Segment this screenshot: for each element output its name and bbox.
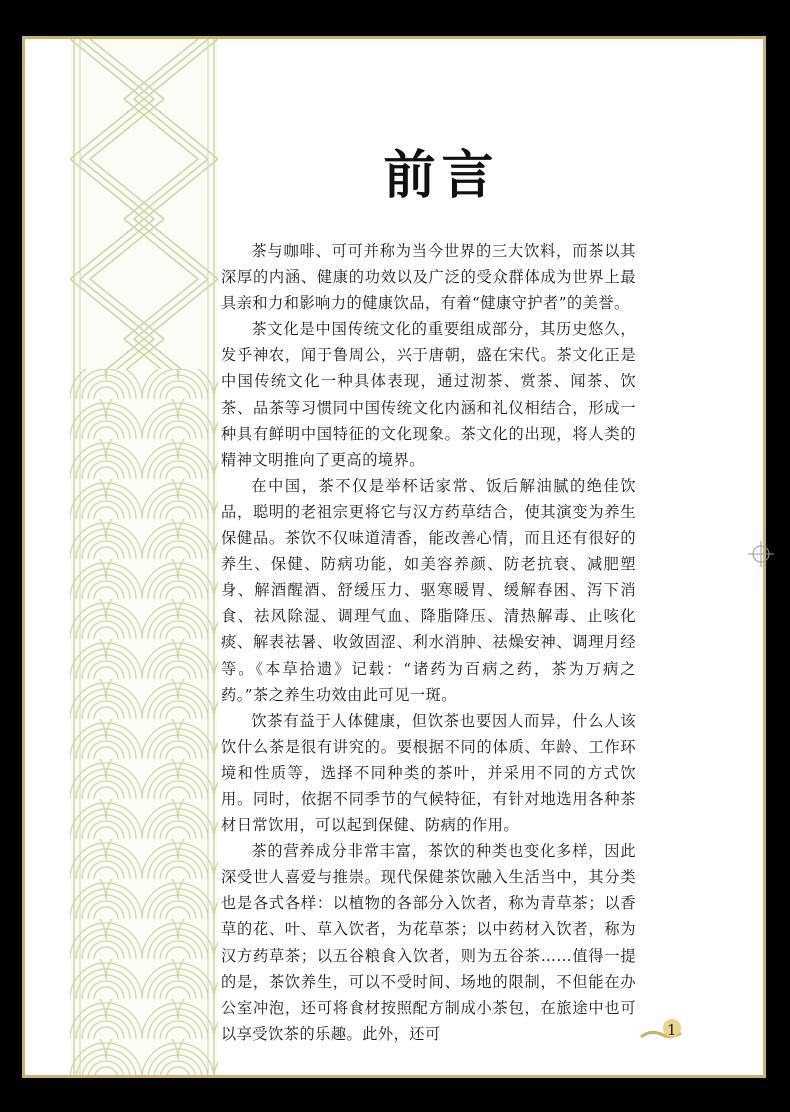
registration-mark-icon xyxy=(748,541,774,567)
paragraph: 茶与咖啡、可可并称为当今世界的三大饮料，而茶以其深厚的内涵、健康的功效以及广泛的受众群体成为世界上最具亲和力和影响力的健康饮品，有着“健康守护者”的美誉。 xyxy=(221,242,636,313)
page-number: 1 xyxy=(667,1021,677,1039)
paragraph: 饮茶有益于人体健康，但饮茶也要因人而异，什么人该饮什么茶是很有讲究的。要根据不同的体质、年龄、工作环境和性质等，选择不同种类的茶叶，并采用不同的方式饮用。同时，依据不同季节的气候特征，有针对地选用各种茶材日常饮用，可以起到保健、防病的作用。 xyxy=(221,711,636,835)
wave-ornament-icon xyxy=(639,1015,689,1045)
book-page xyxy=(22,36,766,1078)
page-title: 前言 xyxy=(383,145,500,206)
paragraph: 茶文化是中国传统文化的重要组成部分，其历史悠久，发乎神农，闻于鲁周公，兴于唐朝，盛在宋代。茶文化正是中国传统文化一种具体表现，通过沏茶、赏茶、闻茶、饮茶、品茶等习惯同中国传统文化内涵和礼仪相结合，形成一种具有鲜明中国特征的文化现象。茶文化的出现，将人类的精神文明推向了更高的境界。 xyxy=(221,320,636,469)
page-number-ornament xyxy=(639,1015,689,1045)
paragraph: 在中国，茶不仅是举杯话家常、饭后解油腻的绝佳饮品，聪明的老祖宗更将它与汉方药草结合，使其演变为养生保健品。茶饮不仅味道清香，能改善心情，而且还有很好的养生、保健、防病功能，如美容养颜、防老抗衰、减肥塑身、解酒醒酒、舒缓压力、驱寒暖胃、缓解春困、泻下消食、祛风除湿、调理气血、降脂降压、清热解毒、止咳化痰、解表祛暑、收敛固涩、利水消肿、祛燥安神、调理月经等。《本草拾遗》记载：“诸药为百病之药，茶为万病之药。”茶之养生功效由此可见一斑。 xyxy=(221,476,636,704)
paragraph: 茶的营养成分非常丰富，茶饮的种类也变化多样，因此深受世人喜爱与推崇。现代保健茶饮融入生活当中，其分类也是各式各样：以植物的各部分入饮者，称为青草茶；以香草的花、叶、草入饮者，为花草茶；以中药材入饮者，称为汉方药草茶；以五谷粮食入饮者，则为五谷茶……值得一提的是，茶饮养生，可以不受时间、场地的限制，不但能在办公室冲泡，还可将食材按照配方制成小茶包，在旅途中也可以享受饮茶的乐趣。此外，还可 xyxy=(221,842,636,1043)
body-text xyxy=(221,238,636,1047)
